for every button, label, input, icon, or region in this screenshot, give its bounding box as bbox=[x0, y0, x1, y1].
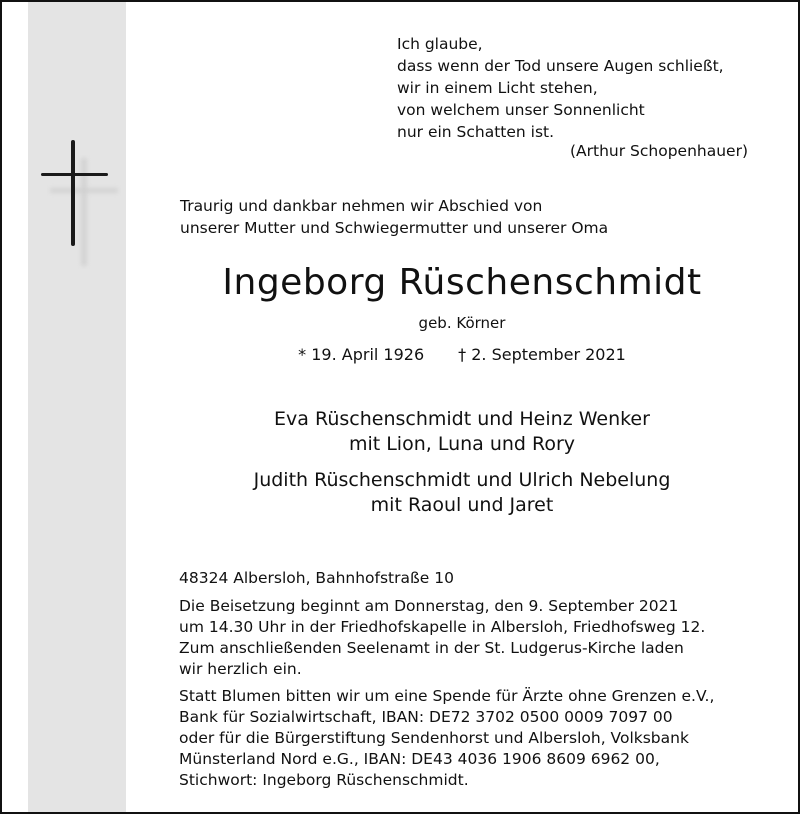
family-line: Judith Rüschenschmidt und Ulrich Nebelung bbox=[253, 469, 671, 491]
family-line: mit Lion, Luna und Rory bbox=[348, 433, 576, 455]
donation-line: Statt Blumen bitten wir um eine Spende für Ärzte ohne Grenzen e.V., bbox=[179, 687, 715, 705]
deceased-name: Ingeborg Rüschenschmidt bbox=[222, 262, 702, 303]
quote-line: wir in einem Licht stehen, bbox=[397, 79, 598, 97]
burial-line: Zum anschließenden Seelenamt in der St. Ludgerus-Kirche laden bbox=[179, 639, 684, 657]
decorative-sidebar bbox=[28, 2, 126, 812]
donation-info bbox=[179, 686, 779, 791]
birth-date: * 19. April 1926 bbox=[298, 345, 425, 364]
quote-line: dass wenn der Tod unsere Augen schließt, bbox=[397, 57, 724, 75]
donation-line: Stichwort: Ingeborg Rüschenschmidt. bbox=[179, 771, 469, 789]
details-block bbox=[179, 568, 779, 791]
address: 48324 Albersloh, Bahnhofstraße 10 bbox=[179, 569, 454, 587]
family-line: mit Raoul und Jaret bbox=[370, 494, 554, 516]
maiden-name: geb. Körner bbox=[418, 314, 506, 332]
family-group bbox=[126, 468, 798, 518]
quote-line: Ich glaube, bbox=[397, 35, 483, 53]
burial-info bbox=[179, 596, 779, 680]
donation-line: Bank für Sozialwirtschaft, IBAN: DE72 3702 0500 0009 7097 00 bbox=[179, 708, 673, 726]
intro-line: Traurig und dankbar nehmen wir Abschied von bbox=[180, 197, 543, 215]
burial-line: Die Beisetzung beginnt am Donnerstag, den 9. September 2021 bbox=[179, 597, 679, 615]
donation-line: oder für die Bürgerstiftung Sendenhorst und Albersloh, Volksbank bbox=[179, 729, 689, 747]
life-dates bbox=[126, 344, 798, 366]
donation-line: Münsterland Nord e.G., IBAN: DE43 4036 1906 8609 6962 00, bbox=[179, 750, 660, 768]
death-date: † 2. September 2021 bbox=[458, 345, 626, 364]
intro-line: unserer Mutter und Schwiegermutter und unserer Oma bbox=[180, 219, 609, 237]
family-line: Eva Rüschenschmidt und Heinz Wenker bbox=[274, 408, 650, 430]
quote bbox=[397, 33, 757, 143]
intro-text bbox=[180, 195, 740, 239]
quote-line: von welchem unser Sonnenlicht bbox=[397, 101, 645, 119]
quote-line: nur ein Schatten ist. bbox=[397, 123, 555, 141]
family-group bbox=[126, 407, 798, 457]
burial-line: wir herzlich ein. bbox=[179, 660, 302, 678]
burial-line: um 14.30 Uhr in der Friedhofskapelle in Albersloh, Friedhofsweg 12. bbox=[179, 618, 706, 636]
quote-author: (Arthur Schopenhauer) bbox=[569, 142, 748, 160]
